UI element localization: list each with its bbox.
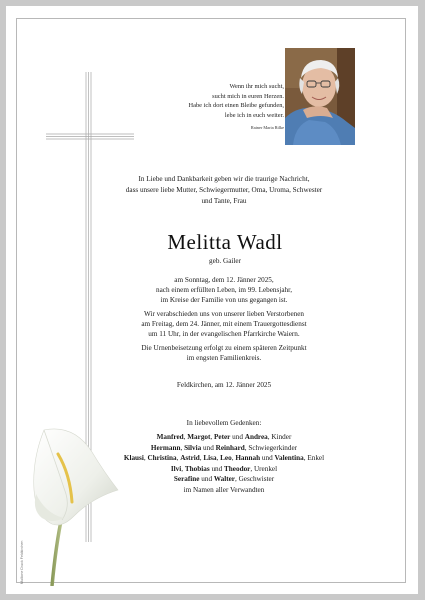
mourner-text: , [181,464,185,473]
mourner-text: , [216,454,221,463]
text-line: am Freitag, dem 24. Jänner, mit einem Trauergottesdienst [141,320,307,329]
mourner-name: Hermann [150,443,181,452]
maiden-name: geb. Gailer [209,257,241,265]
mourner-name: Serafine [173,475,200,484]
mourner-name: Klausi [123,454,144,463]
text-line: um 11 Uhr, in der evangelischen Pfarrkirche Waiern. [148,330,300,339]
mourner-name: Theodor [224,464,251,473]
mourners-list [102,432,346,496]
text-line: nach einem erfüllten Leben, im 99. Lebensjahr, [155,286,293,295]
mourner-text: , [210,433,215,441]
deceased-name: Melitta Wadl [167,230,283,254]
mourner-text: und [260,454,275,463]
memorial-quote [108,82,284,133]
mourner-name: Valentina [274,454,304,463]
mourner-name: Silvia [184,443,202,452]
mourner-name: Christina [147,454,177,463]
mourner-name: Andrea [244,433,268,441]
place-date-line: Feldkirchen, am 12. Jänner 2025 [176,381,272,389]
mourner-name: Reinhard [215,443,245,452]
mourner-name: Lisa [203,454,217,463]
mourner-line [102,432,346,443]
mourner-line [102,464,346,475]
mourner-line [102,453,346,464]
mourner-name: Hannah [235,454,261,463]
mourner-name: Astrid [180,454,200,463]
mourner-text: , Geschwister [234,475,275,484]
funeral-details [104,309,344,340]
mourner-name: Thobias [184,464,210,473]
mourner-text: , Enkel [303,454,325,463]
mourner-text: und [199,475,214,484]
intro-line: dass unsere liebe Mutter, Schwiegermutter, Oma, Uroma, Schwester [125,186,323,194]
mourner-text: , [180,443,185,452]
text-line: Wir verabschieden uns von unserer lieben Verstorbenen [143,310,305,318]
intro-line: In Liebe und Dankbarkeit geben wir die traurige Nachricht, [138,175,310,183]
mourner-text: , [183,433,188,441]
text-line: am Sonntag, dem 12. Jänner 2025, [174,276,274,284]
text-line: im Kreise der Familie von uns gegangen ist. [160,296,288,305]
obituary-sheet [6,6,418,594]
mourner-name: Margot [187,433,211,441]
portrait-photo [285,48,355,145]
quote-author: Rainer Maria Rilke [250,125,284,131]
calla-lily-icon [22,424,122,586]
mourner-name: Walter [213,475,235,484]
mourner-text: und [209,464,225,473]
printer-credit: Mullione Druck Feldkirchen [20,540,24,584]
intro-line: und Tante, Frau [201,197,247,205]
urn-burial-details [104,343,344,363]
mourner-text: im Namen aller Verwandten [183,485,265,494]
mourner-line [102,485,346,496]
mourner-name: Peter [214,433,231,441]
mourner-text: , [143,454,148,463]
quote-line: Wenn ihr mich sucht, [229,83,284,90]
mourner-text: , [231,454,236,463]
mourner-text: und [230,433,245,441]
mourner-line [102,443,346,454]
mourners-heading: In liebevollem Gedenken: [186,419,262,427]
quote-line: Habe ich dort einen Bleibe gefunden, [188,102,284,110]
mourner-name: Leo [220,454,232,463]
text-line: im engsten Familienkreis. [186,354,262,363]
mourner-name: Manfred [156,433,184,441]
mourner-text: und [201,443,216,452]
mourner-text: , Schwiegerkinder [244,443,298,452]
announcement-intro [104,174,344,207]
quote-line: lebe ich in euch weiter. [224,111,284,119]
mourner-line [102,474,346,485]
mourner-text: , Kinder [267,433,292,441]
mourner-text: , [176,454,181,463]
mourner-text: , Urenkel [250,464,278,473]
text-line: Die Urnenbeisetzung erfolgt zu einem späteren Zeitpunkt [141,344,307,352]
quote-line: sucht mich in euren Herzen. [212,92,284,100]
mourner-text: , [199,454,204,463]
mourner-name: Ilvi [170,464,182,473]
death-details [104,275,344,306]
